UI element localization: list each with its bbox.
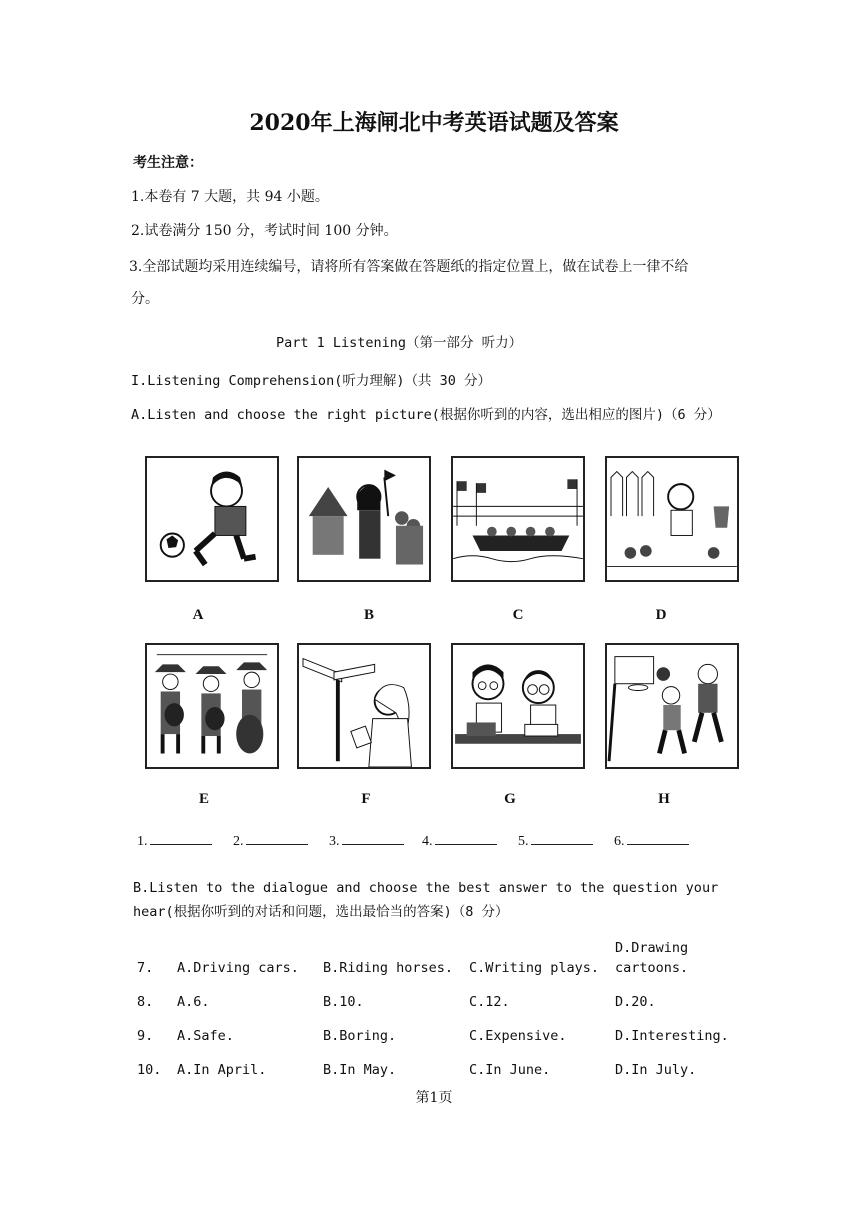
picture-a — [145, 456, 279, 582]
cowboy-band-icon — [147, 645, 277, 767]
question-8-option-c: C.12. — [469, 994, 510, 1010]
boy-kicking-soccer-ball-icon — [147, 458, 277, 580]
question-7-option-c: C.Writing plays. — [469, 960, 600, 976]
answer-blank-number: 1. — [137, 834, 148, 849]
question-7-option-d: D.Drawing cartoons. — [615, 940, 689, 976]
answer-blank-4[interactable] — [422, 832, 497, 850]
picture-f — [297, 643, 431, 769]
picture-label-d: D — [655, 607, 667, 623]
dragon-boat-race-icon — [453, 458, 583, 580]
page-title: 2020年上海闸北中考英语试题及答案 — [249, 110, 619, 136]
answer-blank-1[interactable] — [137, 832, 212, 850]
question-7-option-b: B.Riding horses. — [323, 960, 454, 976]
picture-b — [297, 456, 431, 582]
tour-guide-with-flag-icon — [299, 458, 429, 580]
answer-blank-2[interactable] — [233, 832, 308, 850]
question-9-option-b: B.Boring. — [323, 1028, 397, 1044]
section-b-instructions: B.Listen to the dialogue and choose the best answer to the question your hear(根据你听到的对话和问题，选出最恰当的答案)（8 分） — [133, 880, 719, 920]
question-10-option-c: C.In June. — [469, 1062, 551, 1078]
picture-label-h: H — [658, 791, 670, 807]
notice-heading: 考生注意： — [133, 155, 203, 171]
picture-d — [605, 456, 739, 582]
question-number-8: 8. — [137, 994, 154, 1010]
notice-item-1: 1.本卷有 7 大题，共 94 小题。 — [131, 189, 329, 205]
picture-h — [605, 643, 739, 769]
picture-c — [451, 456, 585, 582]
question-9-option-c: C.Expensive. — [469, 1028, 567, 1044]
section-heading: I.Listening Comprehension(听力理解)（共 30 分） — [131, 373, 491, 389]
notice-item-2: 2.试卷满分 150 分，考试时间 100 分钟。 — [131, 223, 398, 239]
question-8-option-a: A.6. — [177, 994, 210, 1010]
section-a-instructions: A.Listen and choose the right picture(根据你听到的内容，选出相应的图片)（6 分） — [131, 407, 721, 423]
answer-blank-6[interactable] — [614, 832, 689, 850]
question-8-option-d: D.20. — [615, 994, 656, 1010]
answer-blank-number: 5. — [518, 834, 529, 849]
answer-blank-3[interactable] — [329, 832, 404, 850]
answer-blank-number: 2. — [233, 834, 244, 849]
answer-blank-number: 3. — [329, 834, 340, 849]
answer-blank-number: 4. — [422, 834, 433, 849]
question-9-option-d: D.Interesting. — [615, 1028, 729, 1044]
notice-item-3-cont: 分。 — [131, 291, 159, 307]
question-7-option-a: A.Driving cars. — [177, 960, 299, 976]
picture-label-a: A — [192, 607, 204, 623]
picture-g — [451, 643, 585, 769]
girl-gardening-icon — [607, 458, 737, 580]
students-studying-icon — [453, 645, 583, 767]
notice-item-3: 3.全部试题均采用连续编号，请将所有答案做在答题纸的指定位置上，做在试卷上一律不给 — [129, 259, 689, 275]
picture-e — [145, 643, 279, 769]
question-10-option-a: A.In April. — [177, 1062, 267, 1078]
page-number: 第1页 — [415, 1090, 453, 1106]
picture-label-g: G — [504, 791, 516, 807]
question-9-option-a: A.Safe. — [177, 1028, 234, 1044]
picture-label-f: F — [361, 791, 371, 807]
answer-blank-number: 6. — [614, 834, 625, 849]
kids-playing-basketball-icon — [607, 645, 737, 767]
answer-blank-5[interactable] — [518, 832, 593, 850]
question-10-option-d: D.In July. — [615, 1062, 697, 1078]
question-number-9: 9. — [137, 1028, 154, 1044]
girl-at-street-sign-icon — [299, 645, 429, 767]
picture-label-e: E — [198, 791, 209, 807]
question-number-10: 10. — [137, 1062, 162, 1078]
part-heading: Part 1 Listening（第一部分 听力） — [276, 335, 523, 351]
question-8-option-b: B.10. — [323, 994, 364, 1010]
question-number-7: 7. — [137, 960, 154, 976]
picture-label-c: C — [512, 607, 524, 623]
question-10-option-b: B.In May. — [323, 1062, 397, 1078]
picture-label-b: B — [363, 607, 374, 623]
